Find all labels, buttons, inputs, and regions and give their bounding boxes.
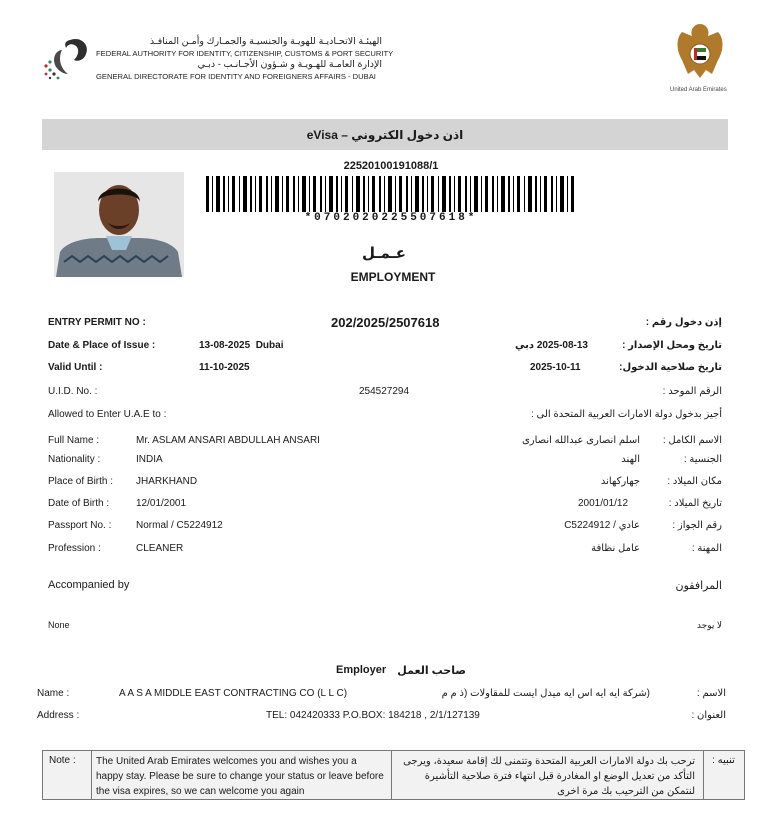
valid-until-value-ar: 2025-10-11	[530, 362, 581, 373]
barcode	[206, 176, 574, 212]
evisa-title: eVisa – اذن دخول الكتروني	[306, 128, 464, 142]
valid-until-value-en: 11-10-2025	[199, 362, 250, 373]
entry-permit-label-ar: إذن دخول رقم :	[645, 317, 722, 328]
birth-place-en: JHARKHAND	[136, 476, 198, 487]
issue-value-en: 13-08-2025 Dubai	[199, 340, 284, 351]
passport-label-en: Passport No. :	[48, 520, 112, 531]
note-text-ar-cell	[391, 751, 704, 799]
allowed-to-enter-en: Allowed to Enter U.A.E to :	[48, 409, 167, 420]
full-name-label-en: Full Name :	[48, 435, 100, 446]
note-box	[42, 750, 745, 800]
falcon-logo-icon	[40, 34, 92, 84]
directorate-name-ar: الإدارة العامـة للهـويـة و شـؤون الأجـانـب - دبـي	[197, 59, 382, 70]
visa-type-en: EMPLOYMENT	[350, 270, 436, 284]
note-label-en: Note :	[49, 755, 76, 766]
authority-name-ar: الهيئـة الاتحـاديـة للهويـة والجنسيـة والجمـارك وأمـن المنافـذ	[149, 36, 382, 47]
nationality-label-en: Nationality :	[48, 454, 101, 465]
uid-value: 254527294	[359, 386, 410, 397]
issue-value-ar: 2025-08-13 دبي	[515, 340, 588, 351]
nationality-label-ar: الجنسية :	[683, 454, 722, 465]
employer-heading-en: Employer	[336, 664, 387, 676]
entry-permit-number: 202/2025/2507618	[331, 315, 440, 330]
issue-label-ar: تاريخ ومحل الإصدار :	[622, 340, 722, 351]
valid-until-label-ar: تاريخ صلاحية الدخول:	[619, 362, 722, 373]
directorate-name-en: GENERAL DIRECTORATE FOR IDENTITY AND FOREIGNERS AFFAIRS - DUBAI	[96, 72, 376, 81]
passport-en: Normal / C5224912	[136, 520, 223, 531]
nationality-ar: الهند	[621, 454, 640, 465]
accompanied-label-en: Accompanied by	[48, 579, 130, 591]
visa-type-ar: عـمـل	[362, 245, 406, 262]
profession-ar: عامل نظافة	[591, 543, 640, 554]
birth-date-ar: 2001/01/12	[578, 498, 629, 509]
uid-label-ar: الرقم الموحد :	[662, 386, 722, 397]
allowed-to-enter-ar: أجيز بدخول دولة الامارات العربية المتحدة الى :	[530, 409, 722, 420]
employer-name-label-en: Name :	[37, 688, 70, 699]
birth-date-label-ar: تاريخ الميلاد :	[668, 498, 722, 509]
barcode-number: 22520100191088/1	[343, 160, 439, 172]
employer-heading-ar: صاحب العمل	[397, 665, 466, 677]
employer-address: TEL: 042420333 P.O.BOX: 184218 , 2/1/127139	[266, 710, 480, 721]
birth-place-label-en: Place of Birth :	[48, 476, 114, 487]
birth-date-label-en: Date of Birth :	[48, 498, 110, 509]
evisa-title-bar	[42, 119, 728, 150]
full-name-label-ar: الاسم الكامل :	[662, 435, 722, 446]
profession-label-ar: المهنة :	[691, 543, 722, 554]
note-label-cell	[43, 751, 92, 799]
barcode-code: *0702020225507618*	[304, 212, 478, 224]
uae-emblem-icon	[672, 20, 728, 82]
uid-label-en: U.I.D. No. :	[48, 386, 98, 397]
accompanied-value-ar: لا يوجد	[696, 620, 722, 630]
note-text-en-cell	[91, 751, 392, 799]
profession-en: CLEANER	[136, 543, 184, 554]
full-name-en: Mr. ASLAM ANSARI ABDULLAH ANSARI	[136, 435, 320, 446]
note-text-en: The United Arab Emirates welcomes you and wishes you a happy stay. Please be sure to change your status or leave before the visa expires, so we can welcome you again	[96, 756, 384, 797]
employer-address-label-ar: العنوان :	[691, 710, 726, 721]
profession-label-en: Profession :	[48, 543, 101, 554]
employer-name-ar: (شركة ايه ايه اس ايه ميدل ايست للمقاولات (ذ م م	[441, 688, 650, 699]
nationality-en: INDIA	[136, 454, 163, 465]
note-text-ar: ترحب بك دولة الامارات العربية المتحدة وتتمنى لك إقامة سعيدة، ويرجى التأكد من تعديل الوضع او المغادرة قبل انتهاء فترة صلاحية التأشيرة لنتمكن من الترحيب بك مرة اخرى	[403, 756, 695, 797]
issue-label-en: Date & Place of Issue :	[48, 340, 156, 351]
employer-name-label-ar: الاسم :	[696, 688, 726, 699]
employer-name-en: A A S A MIDDLE EAST CONTRACTING CO (L L C)	[119, 688, 348, 699]
authority-name-en: FEDERAL AUTHORITY FOR IDENTITY, CITIZENSHIP, CUSTOMS & PORT SECURITY	[96, 49, 394, 58]
entry-permit-label-en: ENTRY PERMIT NO :	[48, 317, 146, 328]
birth-place-ar: جهاركهاند	[600, 476, 640, 487]
accompanied-value-en: None	[48, 620, 70, 630]
accompanied-label-ar: المرافقون	[675, 580, 722, 592]
passport-ar: عادي / C5224912	[564, 520, 640, 531]
valid-until-label-en: Valid Until :	[48, 362, 103, 373]
emblem-caption: United Arab Emirates	[670, 87, 727, 93]
birth-date-en: 12/01/2001	[136, 498, 187, 509]
note-label-ar: تنبيه :	[712, 755, 735, 766]
full-name-ar: اسلم انصارى عبدالله انصارى	[521, 435, 640, 446]
employer-address-label-en: Address :	[37, 710, 80, 721]
passport-label-ar: رقم الجواز :	[672, 520, 722, 531]
birth-place-label-ar: مكان الميلاد :	[667, 476, 722, 487]
